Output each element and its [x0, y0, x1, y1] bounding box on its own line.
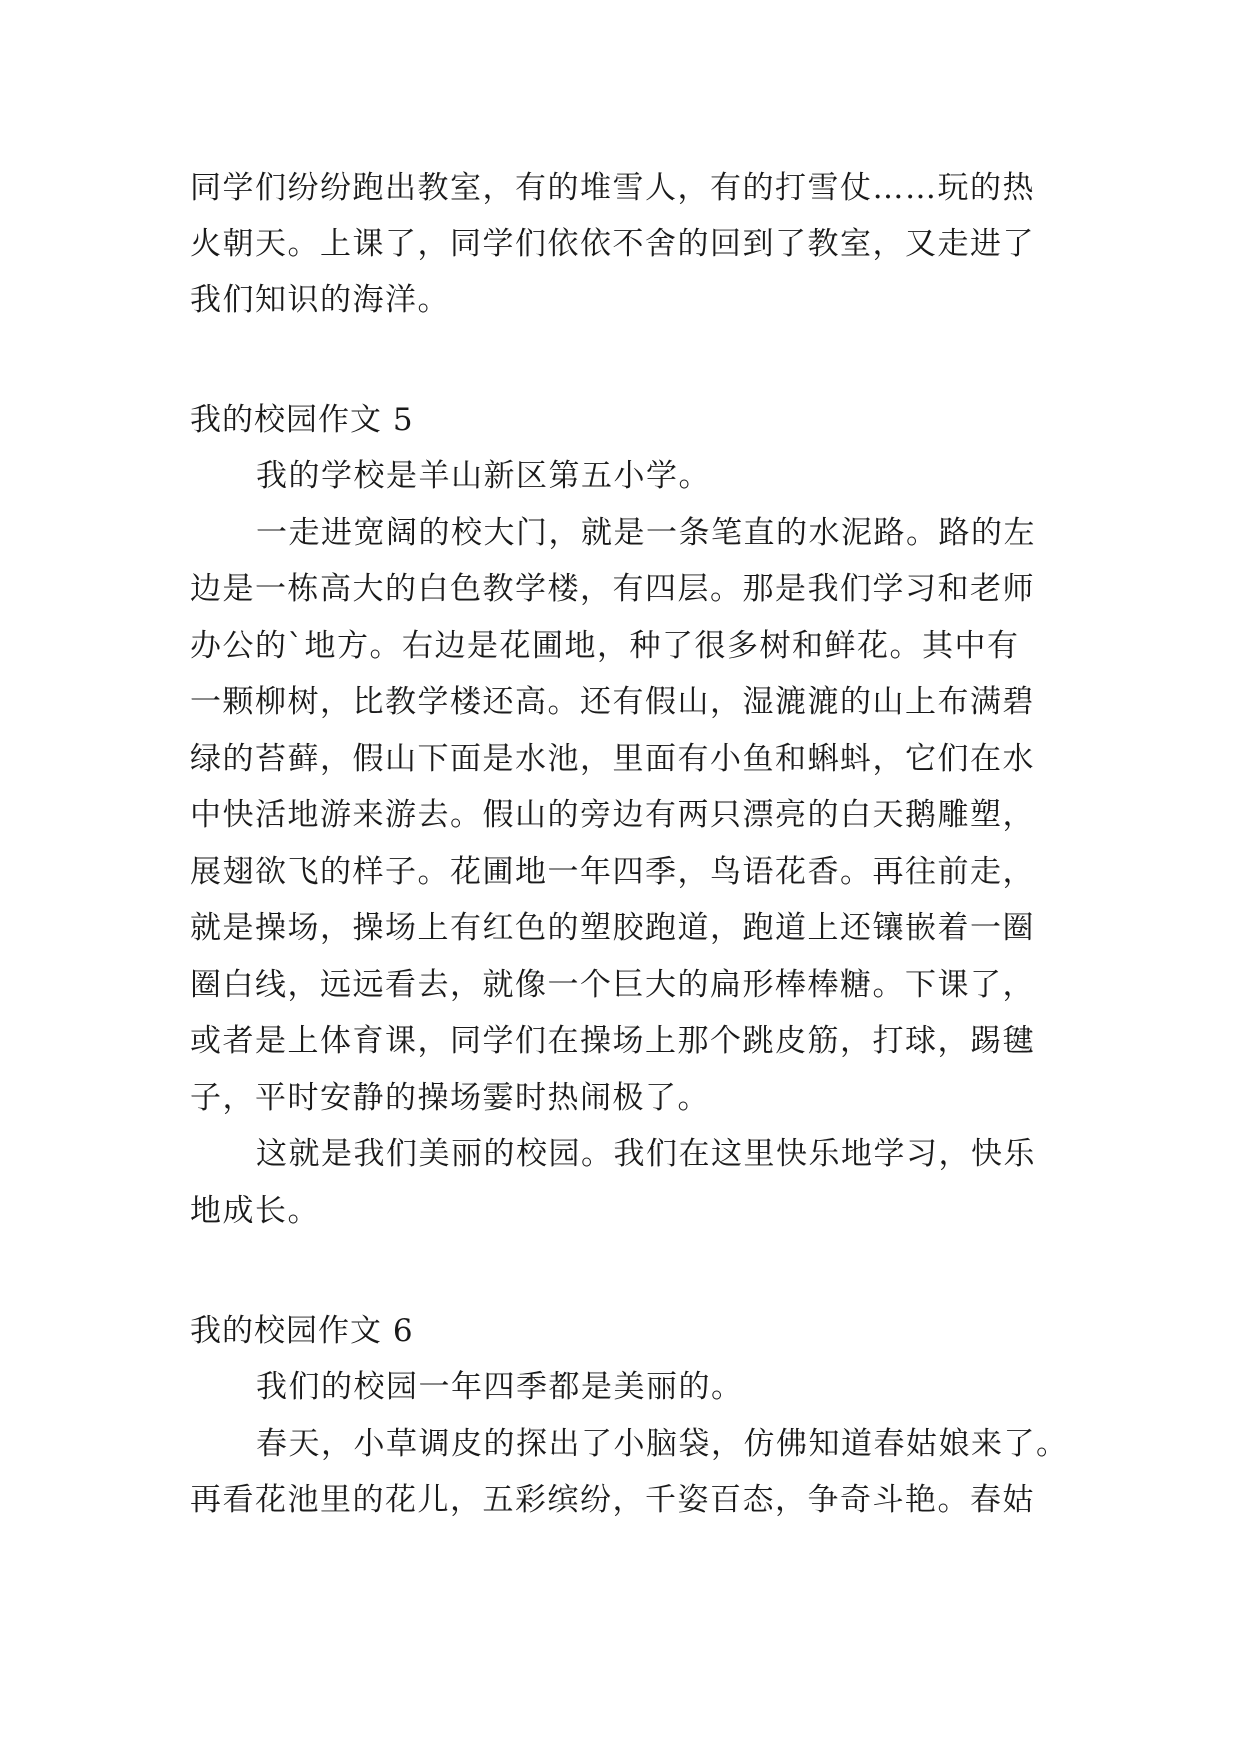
paragraph-line: 火朝天。上课了，同学们依依不舍的回到了教室，又走进了: [190, 226, 1035, 262]
paragraph-line: 或者是上体育课，同学们在操场上那个跳皮筋，打球，踢毽: [190, 1023, 1035, 1059]
paragraph-line: 再看花池里的花儿，五彩缤纷，千姿百态，争奇斗艳。春姑: [190, 1482, 1035, 1518]
paragraph-line: 子，平时安静的操场霎时热闹极了。: [190, 1080, 710, 1116]
paragraph-line: 一颗柳树，比教学楼还高。还有假山，湿漉漉的山上布满碧: [190, 684, 1035, 720]
paragraph-line: 一走进宽阔的校大门，就是一条笔直的水泥路。路的左: [256, 515, 1036, 551]
paragraph-line: 中快活地游来游去。假山的旁边有两只漂亮的白天鹅雕塑，: [190, 797, 1035, 833]
section-heading: 我的校园作文 6: [190, 1313, 414, 1349]
paragraph-line: 边是一栋高大的白色教学楼，有四层。那是我们学习和老师: [190, 571, 1035, 607]
paragraph-line: 我们的校园一年四季都是美丽的。: [256, 1369, 744, 1405]
paragraph-line: 我的学校是羊山新区第五小学。: [256, 458, 711, 494]
paragraph-line: 春天，小草调皮的探出了小脑袋，仿佛知道春姑娘来了。: [256, 1426, 1069, 1462]
paragraph-line: 我们知识的海洋。: [190, 282, 450, 318]
paragraph-line: 办公的`地方。右边是花圃地，种了很多树和鲜花。其中有: [190, 628, 1020, 664]
paragraph-line: 就是操场，操场上有红色的塑胶跑道，跑道上还镶嵌着一圈: [190, 910, 1035, 946]
paragraph-line: 这就是我们美丽的校园。我们在这里快乐地学习，快乐: [256, 1136, 1036, 1172]
paragraph-line: 展翅欲飞的样子。花圃地一年四季，鸟语花香。再往前走，: [190, 854, 1035, 890]
paragraph-line: 圈白线，远远看去，就像一个巨大的扁形棒棒糖。下课了，: [190, 967, 1035, 1003]
paragraph-line: 同学们纷纷跑出教室，有的堆雪人，有的打雪仗……玩的热: [190, 170, 1035, 206]
paragraph-line: 绿的苔藓，假山下面是水池，里面有小鱼和蝌蚪，它们在水: [190, 741, 1035, 777]
paragraph-line: 地成长。: [190, 1193, 320, 1229]
section-heading: 我的校园作文 5: [190, 402, 414, 438]
